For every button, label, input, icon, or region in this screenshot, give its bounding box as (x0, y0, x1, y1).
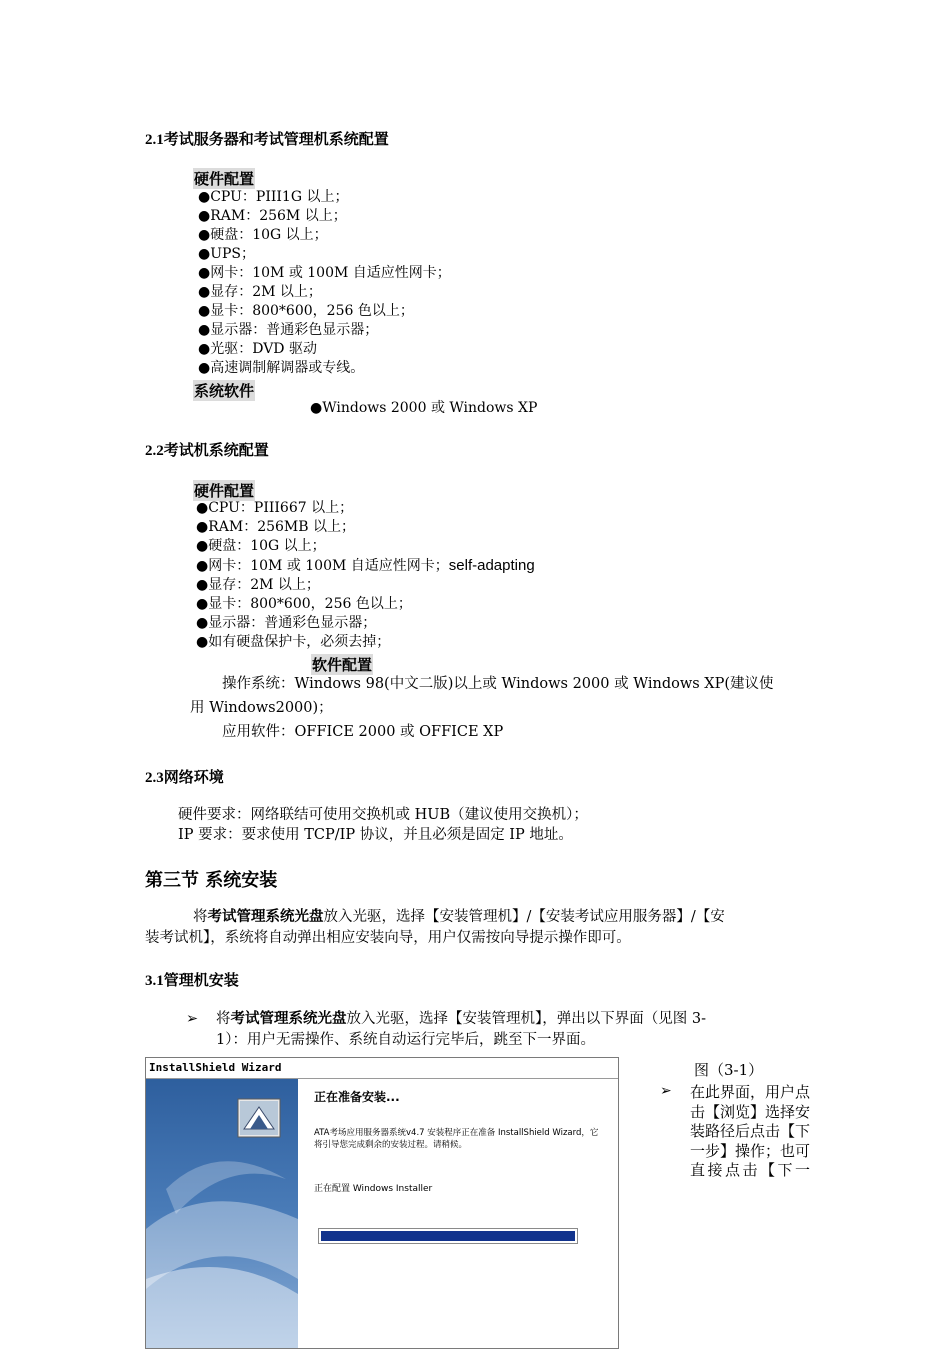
network-line-2: IP 要求：要求使用 TCP/IP 协议，并且必须是固定 IP 地址。 (178, 827, 573, 843)
sw-label-2-2: 软件配置 (312, 656, 373, 674)
hw-label-2-1: 硬件配置 (194, 170, 255, 188)
dialog-title: InstallShield Wizard (146, 1058, 618, 1079)
list-item: ●RAM：256M 以上； (198, 208, 347, 224)
list-item: ●CPU：PIII667 以上； (196, 500, 354, 516)
list-item: ●CPU：PIII1G 以上； (198, 189, 349, 205)
list-item: ●硬盘：10G 以上； (196, 538, 326, 554)
bullet-arrow: ➢ (660, 1083, 672, 1099)
list-item: ●显卡：800*600，256 色以上； (196, 596, 412, 612)
dialog-content (314, 1088, 604, 1194)
sw-label-2-1: 系统软件 (194, 382, 255, 400)
heading-2-3: 2.3网络环境 (145, 768, 224, 786)
figure-side-text (660, 1060, 810, 1181)
bullet-line-1: 将考试管理系统光盘放入光驱，选择【安装管理机】，弹出以下界面（见图 3- (216, 1011, 706, 1027)
installer-dialog-screenshot (145, 1057, 619, 1349)
intro-line-1: 将考试管理系统光盘放入光驱，选择【安装管理机】/【安装考试应用服务器】/【安 (193, 909, 725, 925)
dialog-heading: 正在准备安装... (314, 1090, 400, 1104)
hw-list-2-1 (198, 188, 451, 378)
progress-fill (321, 1231, 575, 1241)
section-title: 第三节 系统安装 (145, 870, 278, 891)
dialog-description: ATA考场应用服务器系统v4.7 安装程序正在准备 InstallShield Wizard，它将引导您完成剩余的安装过程。请稍候。 (314, 1128, 599, 1150)
network-line-1: 硬件要求：网络联结可使用交换机或 HUB（建议使用交换机）； (178, 807, 588, 823)
list-item: ●硬盘：10G 以上； (198, 227, 328, 243)
list-item: ●显示器：普通彩色显示器； (198, 322, 379, 338)
progress-bar (318, 1228, 578, 1244)
figure-bullet (660, 1083, 810, 1181)
app-line: 应用软件：OFFICE 2000 或 OFFICE XP (222, 724, 504, 740)
dialog-status: 正在配置 Windows Installer (314, 1184, 433, 1194)
os-line-2: 用 Windows2000)； (190, 700, 333, 716)
sw-item-2-1: ●Windows 2000 或 Windows XP (310, 400, 538, 416)
bullet-arrow: ➢ (186, 1011, 199, 1027)
list-item: ●显存：2M 以上； (198, 284, 322, 300)
heading-2-2: 2.2考试机系统配置 (145, 441, 269, 459)
os-line-1: 操作系统：Windows 98(中文二版)以上或 Windows 2000 或 Windows XP(建议使 (222, 676, 774, 692)
list-item: ●显示器：普通彩色显示器； (196, 615, 377, 631)
figure-bullet-text: 在此界面，用户点击【浏览】选择安装路径后点击【下一步】操作；也可直接点击【下一 (690, 1083, 811, 1180)
list-item: ●RAM：256MB 以上； (196, 519, 355, 535)
list-item: ●如有硬盘保护卡，必须去掉； (196, 634, 391, 650)
installer-side-graphic (146, 1079, 298, 1349)
list-item: ●网卡：10M 或 100M 自适应性网卡； (198, 265, 451, 281)
installer-logo-icon (238, 1099, 280, 1137)
list-item: ●显存：2M 以上； (196, 577, 320, 593)
figure-caption: 图（3-1） (694, 1061, 764, 1079)
heading-2-1: 2.1考试服务器和考试管理机系统配置 (145, 130, 389, 148)
hw-label-2-2: 硬件配置 (194, 482, 255, 500)
bullet-line-2: 1）：用户无需操作、系统自动运行完毕后，跳至下一界面。 (216, 1032, 595, 1048)
nic-note: self-adapting (448, 557, 535, 574)
list-item: ●网卡：10M 或 100M 自适应性网卡；self-adapting (196, 557, 535, 574)
list-item: ●显卡：800*600，256 色以上； (198, 303, 414, 319)
hw-list-2-2 (196, 499, 535, 652)
list-item: ●高速调制解调器或专线。 (198, 360, 365, 376)
heading-3-1: 3.1管理机安装 (145, 971, 239, 989)
intro-line-2: 装考试机】，系统将自动弹出相应安装向导，用户仅需按向导提示操作即可。 (145, 930, 631, 946)
list-item: ●光驱：DVD 驱动 (198, 341, 317, 357)
list-item: ●UPS； (198, 246, 256, 262)
